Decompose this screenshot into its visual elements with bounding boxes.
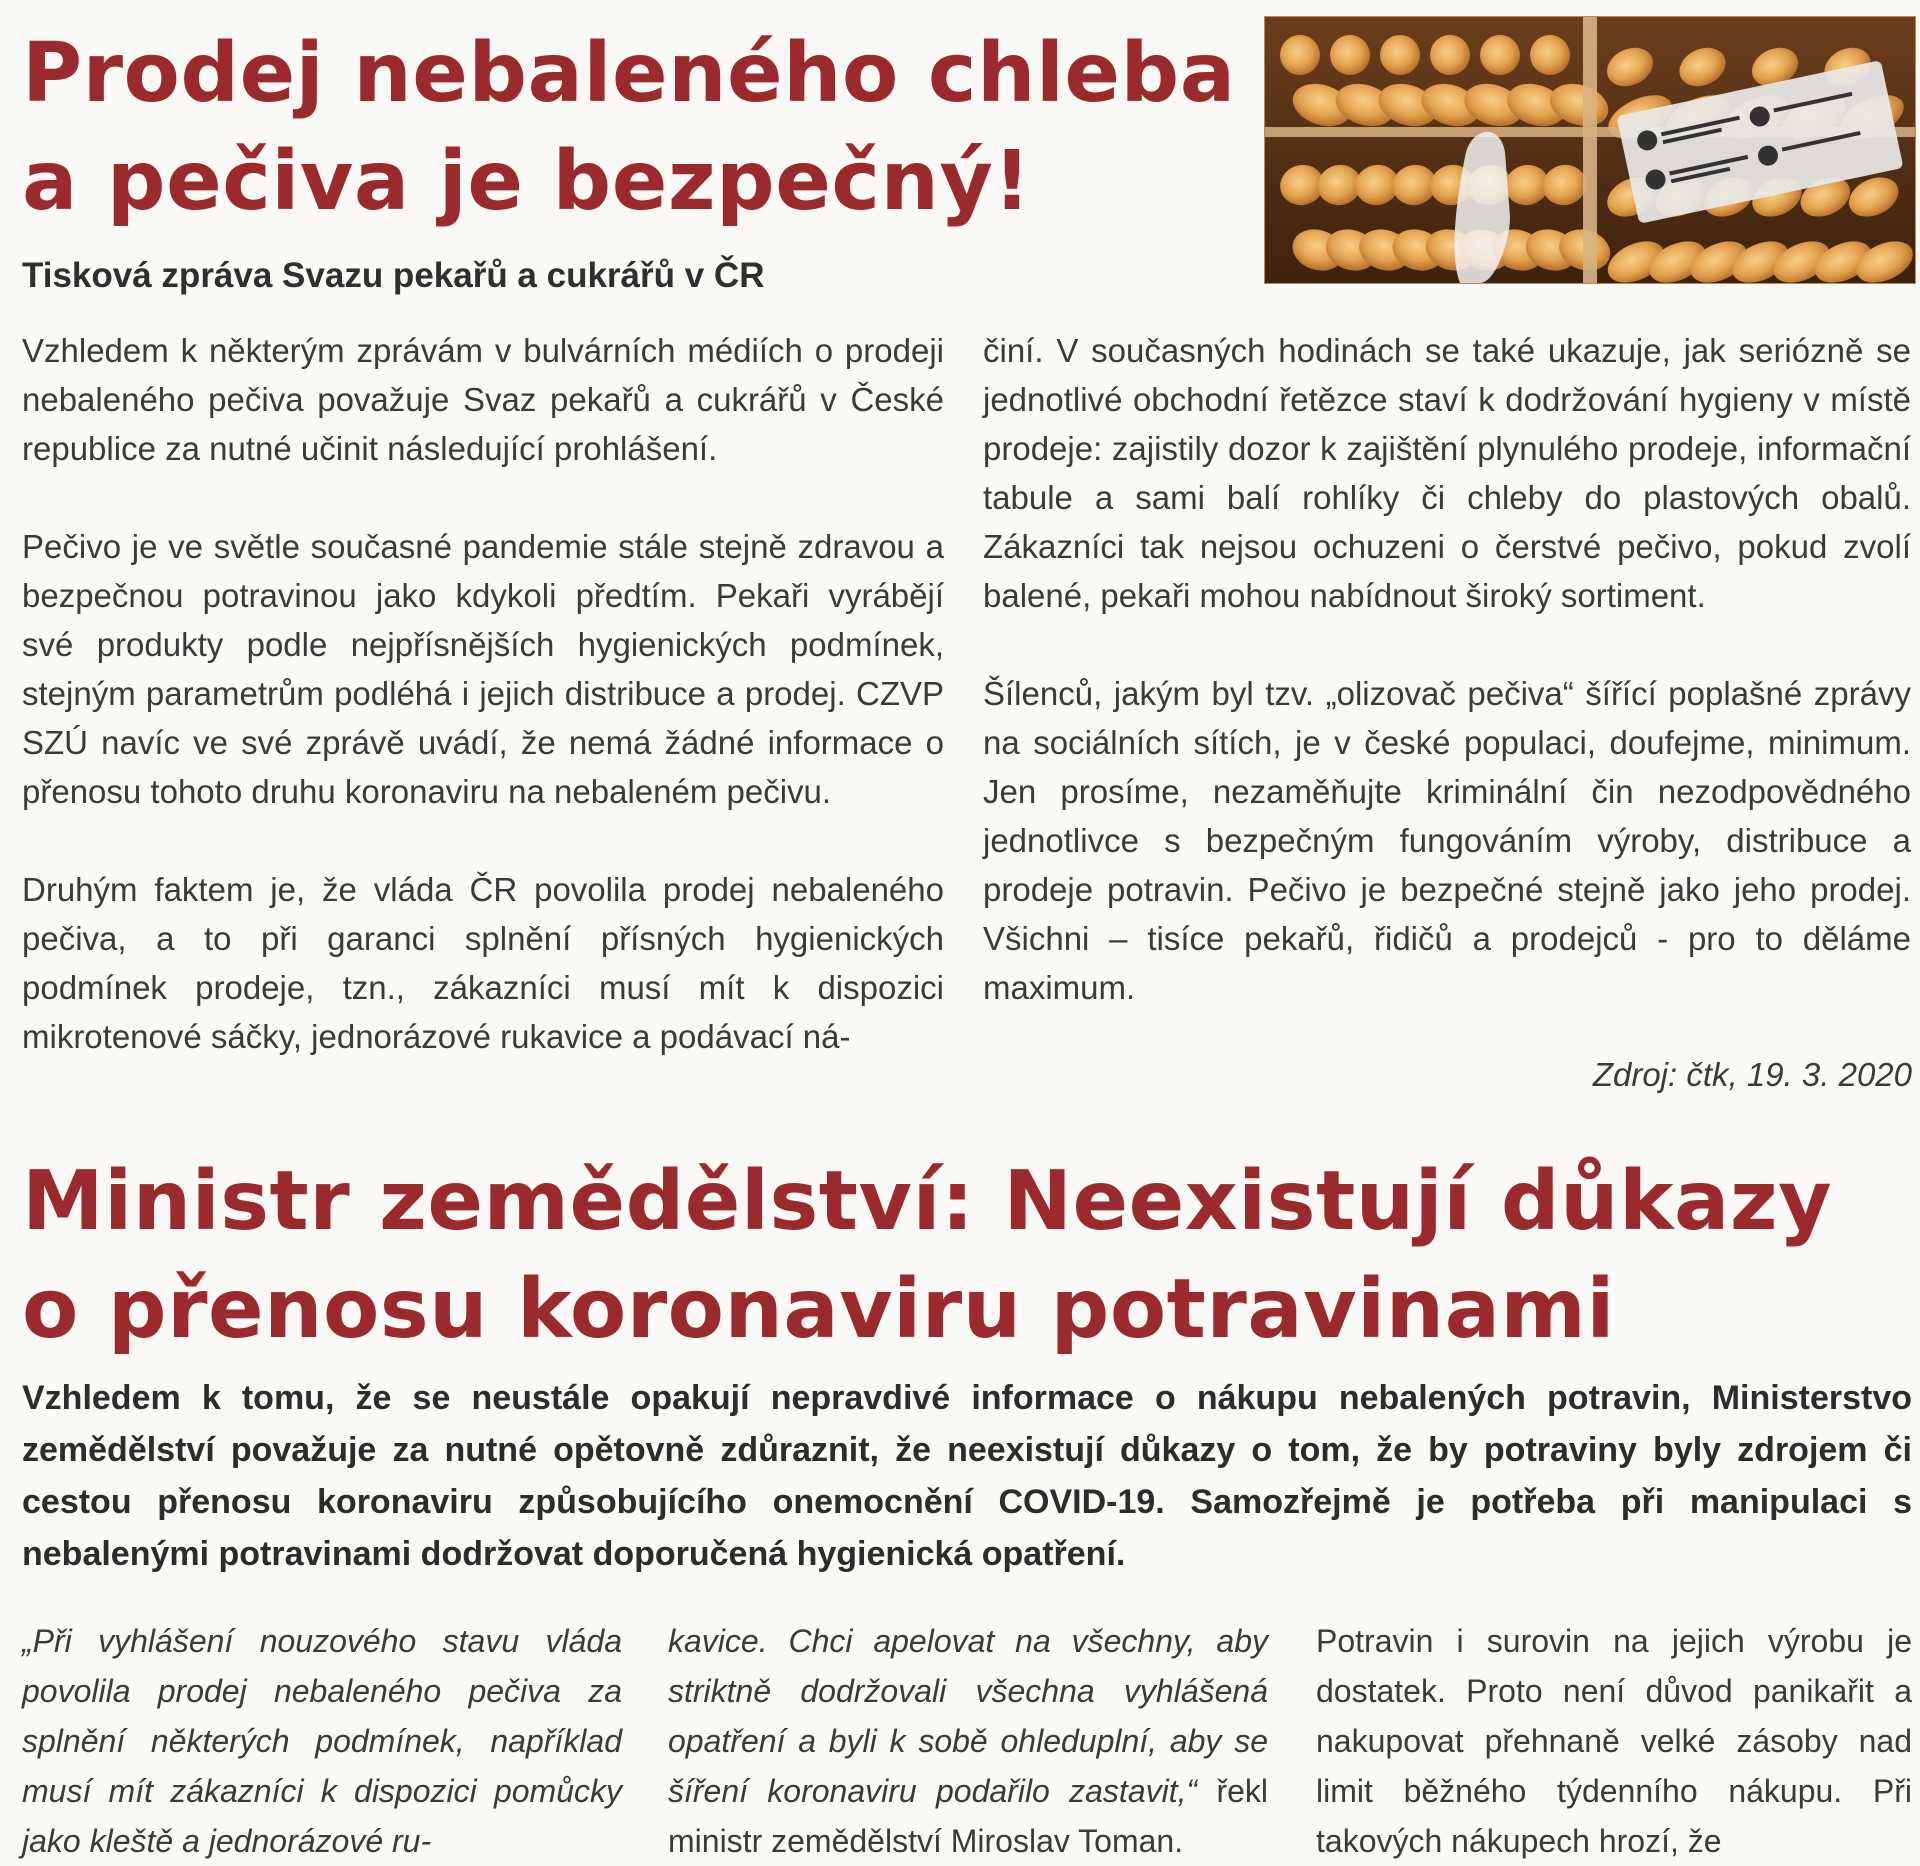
- minister-quote: kavice. Chci apelovat na všechny, aby striktně dodržovali všechna vyhlášená opatření a byli k sobě ohleduplní, aby se šíření koronaviru podařilo zastavit,“: [668, 1623, 1268, 1809]
- article1-paragraph: Vzhledem k některým zprávám v bulvárních médiích o prodeji nebaleného pečiva považuje Svaz pekařů a cukrářů v České republice za nutné učinit následující prohlášení.: [22, 332, 944, 467]
- article2-headline: [22, 1148, 1912, 1364]
- article1-headline-line1: Prodej nebaleného chleba: [22, 26, 1236, 121]
- article1-source: Zdroj: čtk, 19. 3. 2020: [1592, 1056, 1912, 1093]
- bread-display-photo: [1264, 16, 1916, 284]
- article1-paragraph: Druhým faktem je, že vláda ČR povolila prodej nebaleného pečiva, a to při garanci splnění přísných hygienických podmínek prodeje, tzn., zákazníci musí mít k dispozici mikrotenové sáčky, jednorázové rukavice a podávací ná-: [22, 871, 944, 1055]
- article2-column-2: [668, 1616, 1268, 1866]
- article1-column-2: [983, 326, 1911, 1012]
- article2-headline-line2: o přenosu koronaviru potravinami: [22, 1262, 1615, 1357]
- article1-paragraph: Šílenců, jakým byl tzv. „olizovač pečiva“ šířící poplašné zprávy na sociálních sítích, je v české populaci, doufejme, minimum. Jen prosíme, nezaměňujte kriminální čin nezodpovědného jednotlivce s bezpečným fungováním výroby, distribuce a prodeje potravin. Pečivo je bezpečné stejně jako jeho prodej. Všichni – tisíce pekařů, řidičů a prodejců - pro to děláme maximum.: [983, 675, 1911, 1006]
- article1-subtitle: Tisková zpráva Svazu pekařů a cukrářů v ČR: [22, 256, 765, 295]
- article1-column-1: [22, 326, 944, 1061]
- article1-paragraph: činí. V současných hodinách se také ukazuje, jak seriózně se jednotlivé obchodní řetězce staví k dodržování hygieny v místě prodeje: zajistily dozor k zajištění plynulého prodeje, informační tabule a sami balí rohlíky či chleby do plastových obalů. Zákazníci tak nejsou ochuzeni o čerstvé pečivo, pokud zvolí balené, pekaři mohou nabídnout široký sortiment.: [983, 332, 1911, 614]
- article2-column-1: „Při vyhlášení nouzového stavu vláda povolila prodej nebaleného pečiva za splnění některých podmínek, například musí mít zákazníci k dispozici pomůcky jako kleště a jednorázové ru-: [22, 1623, 622, 1859]
- quote-attribution: řekl ministr zemědělství Miroslav Toman.: [668, 1773, 1269, 1859]
- article1-headline: [22, 20, 1252, 236]
- bread-photo-illustration: [1265, 17, 1915, 283]
- article2-headline-line1: Ministr zemědělství: Neexistují důkazy: [22, 1154, 1833, 1249]
- article1-headline-line2: a pečiva je bezpečný!: [22, 134, 1032, 229]
- article1-paragraph: Pečivo je ve světle současné pandemie stále stejně zdravou a bezpečnou potravinou jako kdykoli předtím. Pekaři vyrábějí své produkty podle nejpřísnějších hygienických podmínek, stejným parametrům podléhá i jejich distribuce a prodej. CZVP SZÚ navíc ve své zprávě uvádí, že nemá žádné informace o přenosu tohoto druhu koronaviru na nebaleném pečivu.: [22, 528, 944, 810]
- article2-column-3: Potravin i surovin na jejich výrobu je dostatek. Proto není důvod panikařit a nakupovat přehnaně velké zásoby nad limit běžného týdenního nákupu. Při takových nákupech hrozí, že: [1316, 1623, 1912, 1859]
- article2-lead: Vzhledem k tomu, že se neustále opakují nepravdivé informace o nákupu nebalených potravin, Ministerstvo zemědělství považuje za nutné opětovně zdůraznit, že neexistují důkazy o tom, že by potraviny byly zdrojem či cestou přenosu koronaviru způsobujícího onemocnění COVID-19. Samozřejmě je potřeba při manipulaci s nebalenými potravinami dodržovat doporučená hygienická opatření.: [22, 1379, 1912, 1573]
